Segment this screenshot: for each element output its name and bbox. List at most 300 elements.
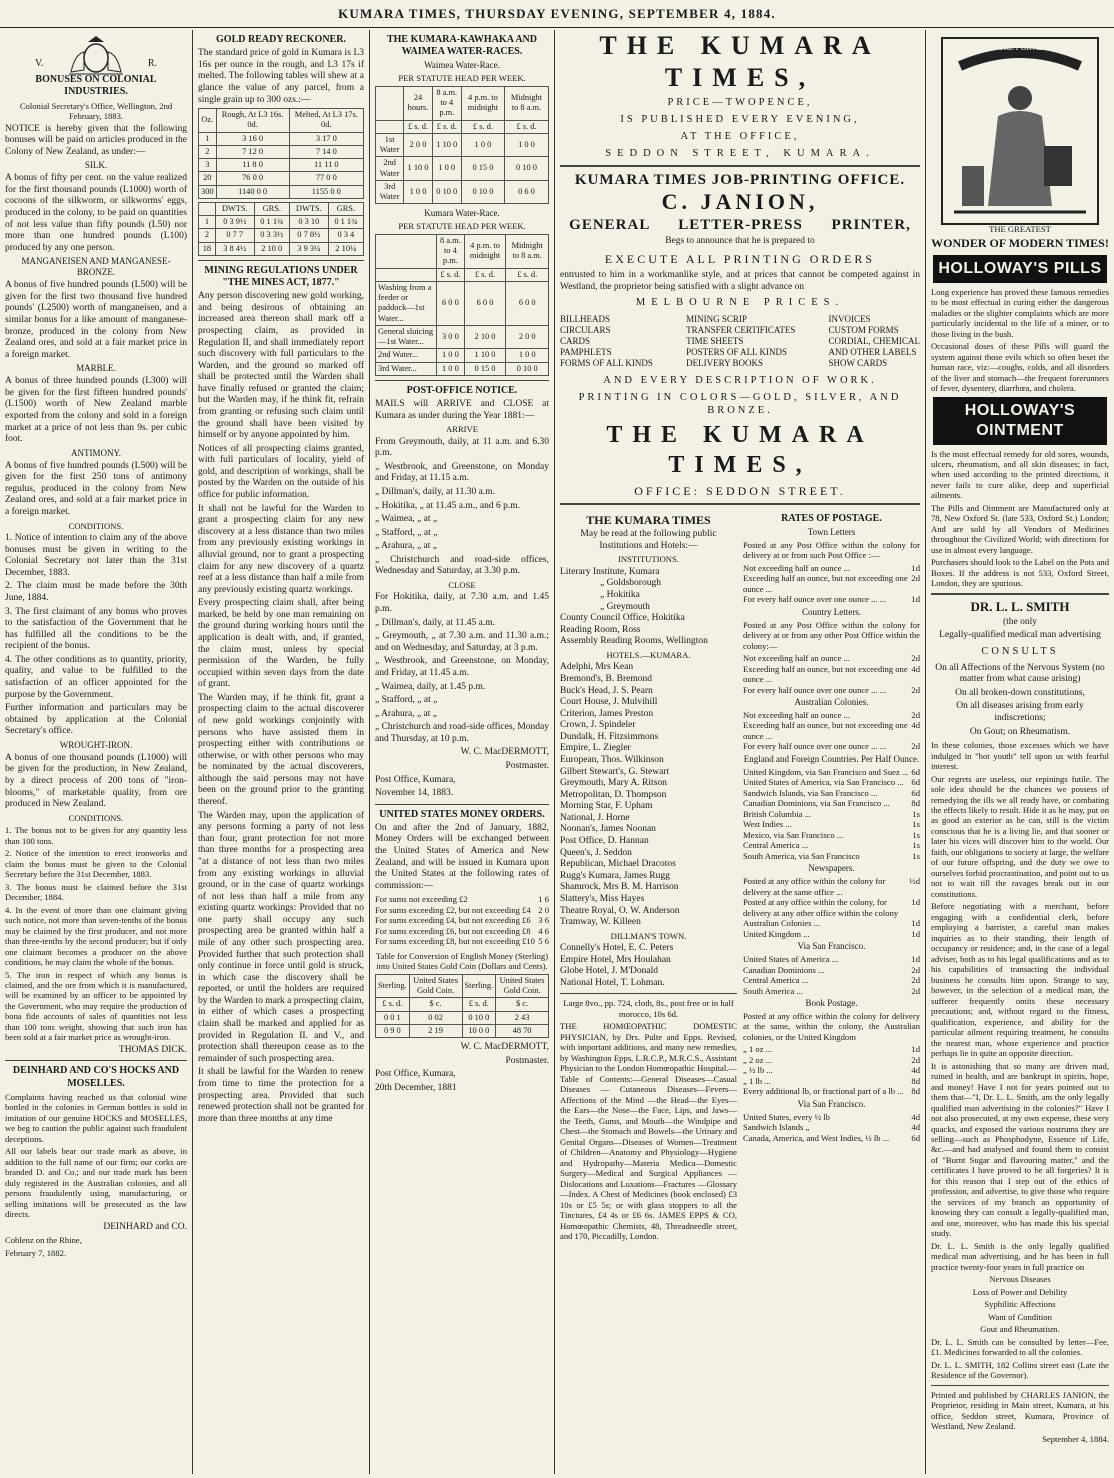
begs-line: Begs to announce that he is prepared to xyxy=(665,236,815,247)
kumara-race-title: Kumara Water-Race. xyxy=(424,208,500,219)
rate-row xyxy=(743,851,920,861)
close-item: „ Greymouth, „ at 7.30 a.m. and 11.30 a.m.; and on Wednesday, and Saturday, at 3 p.m. xyxy=(375,631,549,653)
rate-value: 6d xyxy=(911,1132,920,1143)
rate-label: „ ½ lb ... xyxy=(743,1065,773,1076)
newspapers-heading: Newspapers. xyxy=(808,863,855,874)
smith-fee: Dr. L. L. Smith can be consulted by letter—Fee, £1. Medicines forwarded to all the colonies. xyxy=(931,1336,1109,1358)
service-item: CIRCULARS xyxy=(560,325,611,336)
rates-heading: RATES OF POSTAGE. xyxy=(781,512,882,524)
list-item: Shamrock, Mrs B. M. Harrison xyxy=(560,882,679,893)
rate-label: Exceeding half an ounce, but not exceeding one ounce ... xyxy=(743,720,908,741)
rate-label: Exceeding half an ounce, but not exceeding one ounce ... xyxy=(743,663,908,685)
table-cell: 1 0 0 xyxy=(432,157,461,181)
rate-label: Not exceeding half an ounce ... xyxy=(743,653,850,664)
conversion-table xyxy=(375,974,549,1038)
conversion-heading: Table for Conversion of English Money (Sterling) into United States Gold Coin (Dollars and Cents). xyxy=(375,950,549,972)
condition-item: 2. The claim must be made before the 30th June, 1884. xyxy=(5,581,187,603)
table-cell: 2 0 0 xyxy=(506,325,549,349)
rate-value: 6d xyxy=(911,766,920,777)
list-item: Morning Star, F. Upham xyxy=(560,801,653,812)
rate-row xyxy=(743,777,920,787)
rate-value: 2d xyxy=(911,975,920,986)
table-cell: £ s. d. xyxy=(462,998,496,1011)
hotels-heading: HOTELS.—KUMARA. xyxy=(606,649,691,660)
waimea-table xyxy=(375,86,549,205)
smith-heading: DR. L. L. SMITH xyxy=(970,598,1070,614)
rate-value: 5 6 xyxy=(538,936,549,947)
table-cell: 18 xyxy=(199,242,216,255)
rate-row xyxy=(743,897,920,918)
list-item: Court House, J. Mulvihill xyxy=(560,697,658,708)
deinhard-heading: DEINHARD AND CO'S HOCKS AND MOSELLES. xyxy=(12,1065,180,1089)
table-cell: 0 6 0 xyxy=(504,180,548,204)
table-cell: 0 3 3½ xyxy=(254,229,289,242)
table-header xyxy=(199,202,216,215)
mining-heading: MINING REGULATIONS UNDER "THE MINES ACT, 1877." xyxy=(204,264,358,289)
table-header: GRS. xyxy=(254,202,289,215)
rate-label: United Kingdom, via San Francisco and Suez ... xyxy=(743,766,909,777)
mining-text: It shall be lawful for the Warden to renew from time to time the protection for a prospecting area. Provided that such renewed protection shall not be granted for more than three months at any time xyxy=(198,1067,364,1124)
table-row xyxy=(376,180,549,204)
table-cell: 0 02 xyxy=(409,1011,462,1024)
close-item: „ Arahura, „ at „ xyxy=(375,708,437,719)
reckoner-intro: The standard price of gold in Kumara is L3 16s per ounce in the rough, and L3 17s if melted. The following tables will shew at a glance the value of any parcel, from a single grain up to 300 ozs.:— xyxy=(198,48,364,105)
rate-row xyxy=(743,685,920,695)
rate-label: South America, via San Francisco xyxy=(743,850,860,861)
reckoner-table xyxy=(198,108,364,199)
arrive-item: „ Waimea, „ at „ xyxy=(375,514,438,525)
every-description: AND EVERY DESCRIPTION OF WORK. xyxy=(603,375,877,387)
table-cell: 11 8 0 xyxy=(216,159,289,172)
rate-label: Not exceeding half an ounce ... xyxy=(743,562,850,573)
san-francisco-heading: Via San Francisco. xyxy=(797,941,866,952)
rate-label: For sums exceeding £8, but not exceeding £10 xyxy=(375,936,535,947)
kumara-race-subtitle: PER STATUTE HEAD PER WEEK. xyxy=(398,221,526,232)
silk-heading: SILK. xyxy=(84,160,108,171)
arrive-item: „ Dillman's, daily, at 11.30 a.m. xyxy=(375,486,495,497)
rate-value: 6d xyxy=(911,787,920,798)
table-cell xyxy=(376,268,437,281)
table-cell: 0 1 1¾ xyxy=(328,216,363,229)
rate-value: 4d xyxy=(911,663,920,674)
arrive-item: „ Stafford, „ at „ xyxy=(375,527,438,538)
homeopathic-text: THE HOMŒOPATHIC DOMESTIC PHYSICIAN, by Drs. Pulte and Epps. Revised, with important additions, and many new remedies, by Washington Epps, L.R.C.P., M.R.C.S., Assistant Physician to the London Homœopathic Hospital.—Table of Contents:—General Diseases—Casual Diseases — Cutaneous Diseases—Fevers—Affections of the Mind —the Head—the Eyes—the Ears—the Nose—the Face, Lips, and Jaws—the Teeth, Gums, and Mouth—the Windpipe and Chest—the Stomach and Bowels—the Urinary and Genital Organs—Diseases of Women—Treatment of Children—Anatomy and Physiology—Hygiene and Hydropathy—Materia Medica—Domestic Surgery—Medical and Surgical Appliances —Dislocations and Luxations—Fractures —Glossary—Index. A Chest of Medicines (book enclosed) £3 10s or £5 5s; or with glass stoppers to all the Tinctures, £4 4s or £6 6s. JAMES EPPS & CO, Homœopathic Chemists, 48, Threadneedle street, and 170, Piccadilly, London. xyxy=(560,1021,737,1242)
close-item: „ Waimea, daily, at 1.45 p.m. xyxy=(375,681,486,692)
cure-banner: CURE FOR ALL xyxy=(992,43,1048,52)
rate-value: 8d xyxy=(911,798,920,809)
list-item: Slattery's, Miss Hayes xyxy=(560,893,645,904)
table-cell: 0 15 0 xyxy=(461,157,504,181)
rate-row xyxy=(743,710,920,720)
paper-title: THE KUMARA TIMES, xyxy=(599,31,881,92)
rate-value: 4d xyxy=(911,1111,920,1122)
rate-row xyxy=(743,767,920,777)
reading-list xyxy=(560,509,737,1244)
smith-paragraph: It is astonishing that so many are driven mad, ruined in health, and are bankrupt in spirits, hope, and money! Have I not for years pointed out to them that—"I, Dr. L. L. Smith, am the only legally qualified man advertising in the colonies?" Have I not also prosecuted, at my own expense, these very quacks, and exposed the various nostrums they are selling—such as Phosphodyne, Essence of Life, &c.—and had analysed and found them to consist of "Burnt Sugar and flavouring matter," and the certificates I have proved to be all forgeries? It is for this reason that I step out of the ethics of profession, and advertise, to give those who require the services of my branch an opportunity of knowing they can consult a legally-qualified man, and one, moreover, who has made this his special study. xyxy=(931,1060,1109,1239)
table-cell: 6 0 0 xyxy=(506,281,549,325)
table-cell: $ c. xyxy=(496,998,549,1011)
list-item: Post Office, D. Hannan xyxy=(560,836,649,847)
rate-value: 1 6 xyxy=(538,894,549,905)
table-row xyxy=(199,216,364,229)
silk-text: A bonus of fifty per cent. on the value realized for the first thousand pounds (L1000) worth of cocoons of the silkworm, or silkworms' eggs, produced in the colony, to be paid on quantities of not less value than fifty pounds (L50) nor more than one hundred pounds (L100) produced by any one person. xyxy=(5,173,187,253)
service-item: TRANSFER CERTIFICATES xyxy=(686,325,796,336)
table-cell: 1 0 0 xyxy=(461,133,504,157)
rate-label: Sandwich Islands „ xyxy=(743,1122,810,1133)
rate-label: Australian Colonies ... xyxy=(743,918,821,929)
smith-paragraph: Before negotiating with a merchant, before engaging with a confidential clerk, before employing a barrister, a careful man makes inquiries as to their standing, their length of occupancy or residence; and, in the case of a legal adviser, both as to his legal qualifications and as to his capabilities of transacting the individual business he consults him upon. Strange to say, however, in the selection of a medical man, the sufferer frequently omits these necessary precautions; and, without regard to the fitness, qualification, experience, and ability for the particular ailment requiring treatment, he consults the nearest man, whose experience and practice perhaps lie in quite an opposite direction. xyxy=(931,901,1109,1059)
rate-value: ½d xyxy=(909,876,920,887)
rate-row xyxy=(743,876,920,897)
postmaster-title: Postmaster. xyxy=(505,1055,549,1066)
rate-row xyxy=(743,653,920,663)
street-line: SEDDON STREET, KUMARA. xyxy=(605,147,875,159)
bonus-notice: NOTICE is hereby given that the following bonuses will be paid on articles produced in the Colony of New Zealand, as under:— xyxy=(5,123,187,157)
table-cell: £ s. d. xyxy=(461,120,504,133)
list-item: Criterion, James Preston xyxy=(560,708,654,719)
price-line: PRICE—TWOPENCE, xyxy=(667,97,813,109)
table-cell: 2 xyxy=(199,229,216,242)
table-row xyxy=(376,349,549,362)
condition-item: 3. The bonus must be claimed before the 31st December, 1884. xyxy=(5,881,187,903)
mining-text: Notices of all prospecting claims granted, with full particulars of locality, yield of gold, and description of workings, shall be posted by the Warden on the outside of his office for public information. xyxy=(198,443,364,501)
published-line: IS PUBLISHED EVERY EVENING, xyxy=(620,114,860,126)
post-office-place: Post Office, Kumara, xyxy=(375,1069,456,1080)
manganese-heading: MANGANEISEN AND MANGANESE-BRONZE. xyxy=(21,256,171,278)
pills-text: Long experience has proved these famous remedies to be most effectual in curing either the dangerous maladies or the slighter complaints which are more particularly incidental to the life of a miner, or to those living in the bush. xyxy=(931,286,1109,339)
smith-legal: Legally-qualified medical man advertising xyxy=(939,630,1101,641)
rate-label: United Kingdom ... xyxy=(743,928,810,939)
table-cell: 2 19 xyxy=(409,1024,462,1037)
table-row xyxy=(376,998,549,1011)
table-cell: 3 0 0 xyxy=(437,325,465,349)
table-header: 4 p.m. to midnight xyxy=(464,234,506,268)
table-cell: 1 10 0 xyxy=(432,133,461,157)
marble-heading: MARBLE. xyxy=(76,363,116,374)
condition-item: 4. The other conditions as to quantity, priority, quality, and value to be fulfilled to the satisfaction of an officer appointed for the purpose by the Government. xyxy=(5,654,187,700)
list-item: Connelly's Hotel, E. C. Peters xyxy=(560,943,674,954)
rate-row xyxy=(743,1112,920,1122)
arrive-item: From Greymouth, daily, at 11 a.m. and 6.30 p.m. xyxy=(375,436,549,459)
deinhard-place: Coblenz on the Rhine, xyxy=(5,1235,82,1246)
rate-label: For every half ounce over one ounce ... ... xyxy=(743,741,887,752)
rate-row xyxy=(743,975,920,985)
smith-line: On all broken-down constitutions, xyxy=(955,687,1085,698)
table-cell: 2 10 0 xyxy=(464,325,506,349)
rate-row xyxy=(743,819,920,829)
rate-value: 8d xyxy=(911,1075,920,1086)
rate-label: Posted at any office within the colony, for delivery at any other office within the colony xyxy=(743,897,899,918)
smith-line: On Gout; on Rheumatism. xyxy=(969,726,1071,737)
rate-label: For sums exceeding £4, but not exceeding £6 xyxy=(375,915,531,926)
service-item: SHOW CARDS xyxy=(828,358,888,369)
table-cell: 1 xyxy=(199,132,217,145)
table-row xyxy=(376,133,549,157)
table-header xyxy=(376,86,404,120)
holloways-ointment-banner: HOLLOWAY'S OINTMENT xyxy=(933,397,1107,444)
smith-line: On all Affections of the Nervous System (no matter from what cause arising) xyxy=(935,662,1105,685)
smith-address: Dr. L. L. SMITH, 182 Collins street east (Late the Residence of the Governor). xyxy=(931,1359,1109,1381)
rate-value: 2d xyxy=(911,1054,920,1065)
rate-label: Central America ... xyxy=(743,975,809,986)
rate-value: 3 6 xyxy=(538,915,549,926)
table-header: 24 hours. xyxy=(404,86,432,120)
table-header: Sterling. xyxy=(462,974,496,998)
close-item: „ Westbrook, and Greenstone, on Monday, and Friday, at 11.45 a.m. xyxy=(375,656,549,678)
rate-label: For sums exceeding £6, but not exceeding £8 xyxy=(375,925,531,936)
institutions-heading: INSTITUTIONS. xyxy=(618,554,679,565)
list-item: Dundalk, H. Fitzsimmons xyxy=(560,731,659,742)
column-4 xyxy=(555,30,925,1474)
close-item: For Hokitika, daily, at 7.30 a.m. and 1.45 p.m. xyxy=(375,592,549,615)
rate-value: 4d xyxy=(911,720,920,731)
crest-left-letter: V. xyxy=(35,58,44,69)
wrought-iron-heading: WROUGHT-IRON. xyxy=(59,739,133,750)
list-item: Republican, Michael Dracotos xyxy=(560,859,676,870)
table-row xyxy=(376,281,549,325)
table-row xyxy=(199,185,364,198)
rate-value: 1d xyxy=(911,928,920,939)
table-cell: 0 9 0 xyxy=(376,1024,410,1037)
at-office-line: AT THE OFFICE, xyxy=(680,131,800,143)
deinhard-text: Complaints having reached us that colonial wine bottled in the colonies in German bottles is sold in imitation of our genuine HOCKS and MOSELLES, we beg to caution the public against such fraudulent deceptions. xyxy=(5,1091,187,1144)
printing-colors: PRINTING IN COLORS—GOLD, SILVER, AND BRONZE. xyxy=(578,391,902,416)
dillmans-heading: DILLMAN'S TOWN. xyxy=(610,930,687,941)
service-item: POSTERS OF ALL KINDS xyxy=(686,347,788,358)
table-header: Sterling. xyxy=(376,974,410,998)
table-row xyxy=(199,145,364,158)
rate-label: United States of America ... xyxy=(743,954,839,965)
list-item: National, J. Horne xyxy=(560,812,630,823)
condition-item: 3. The first claimant of any bonus who proves to the satisfaction of the Government that he has fulfilled all the conditions to be the recipient of the bonus. xyxy=(5,606,187,652)
table-cell: 0 7 7 xyxy=(215,229,254,242)
rate-value: 4 6 xyxy=(538,925,549,936)
list-item: Empire Hotel, Mrs Houlahan xyxy=(560,954,671,965)
wrought-iron-text: A bonus of one thousand pounds (L1000) will be given for the production, in New Zealand, by a direct process of 200 tons of "iron-blooms," of marketable quality, from ore produced in New Zealand. xyxy=(5,752,187,810)
marble-text: A bonus of three hundred pounds (L300) will be given for the first fifteen hundred pounds' (L1500) worth of New Zealand marble exported from the colony and sold in a foreign market at a price of not less than 9s. per cubic foot. xyxy=(5,376,187,445)
service-item: CORDIAL, CHEMICAL xyxy=(828,336,920,347)
ointment-text: Purchasers should look to the Label on the Pots and Boxes. If the address is not 533, Oxford Street, London, they are spurious. xyxy=(931,557,1109,589)
water-races-heading: THE KUMARA-KAWHAKA AND WAIMEA WATER-RACES. xyxy=(386,34,537,58)
table-cell: 3 16 0 xyxy=(216,132,289,145)
smith-list-item: Loss of Power and Debility xyxy=(972,1286,1068,1297)
table-row xyxy=(199,229,364,242)
list-item: Assembly Reading Rooms, Wellington xyxy=(560,636,708,647)
table-cell: 0 10 0 xyxy=(504,157,548,181)
column-2 xyxy=(193,30,369,1474)
rate-row xyxy=(743,954,920,964)
mining-text: Every prospecting claim shall, after being marked, be held by one man remaining on the ground during working hours until the application is dealt with, and, if granted, the claim must, unless by special permission of the Warden, be fully occupied within seven days from the date of grant. xyxy=(198,598,364,690)
waimea-subtitle: PER STATUTE HEAD PER WEEK. xyxy=(398,73,526,84)
rate-label: Every additional lb, or fractional part of a lb ... xyxy=(743,1086,904,1097)
table-cell: 11 11 0 xyxy=(289,159,363,172)
table-cell: 3 9 3¼ xyxy=(289,242,328,255)
table-cell: 3rd Water xyxy=(376,180,404,204)
via-san-francisco-heading: Via San Francisco. xyxy=(797,1098,866,1109)
rate-label: Posted at any office within the colony for delivery at the same office ... xyxy=(743,876,886,897)
table-row xyxy=(376,325,549,349)
rate-row xyxy=(743,1044,920,1054)
list-item: Noonan's, James Noonan xyxy=(560,824,656,835)
rate-row xyxy=(743,830,920,840)
rate-label: Canada, America, and West Indies, ½ lb ... xyxy=(743,1132,890,1143)
rate-row xyxy=(743,1133,920,1143)
rate-value: 4d xyxy=(911,1122,920,1133)
list-item: „ Goldsborough xyxy=(600,578,661,589)
antimony-heading: ANTIMONY. xyxy=(70,447,122,458)
rate-value: 1d xyxy=(911,954,920,965)
service-item: AND OTHER LABELS xyxy=(828,347,917,358)
table-cell: 20 xyxy=(199,172,217,185)
table-cell: 7 14 0 xyxy=(289,145,363,158)
condition-item: 4. In the event of more than one claimant giving such notice, not more than seven-tenths of the bonus may be claimed by the first producer, and not more than three-tenths by the second producer; but if only one claimant becomes a producer on the above conditions, he may claim the whole of the bonus. xyxy=(5,904,187,968)
column-1 xyxy=(0,30,192,1474)
rate-row xyxy=(743,594,920,604)
table-header: United States Gold Coin. xyxy=(496,974,549,998)
printer-name: C. JANION, xyxy=(661,188,819,214)
table-row xyxy=(199,242,364,255)
read-intro: May be read at the following public Institutions and Hotels:— xyxy=(580,529,717,551)
signature: THOMAS DICK. xyxy=(118,1044,187,1055)
table-header: 8 a.m. to 4 p.m. xyxy=(437,234,465,268)
country-intro: Posted at any Post Office within the colony for delivery at or from any other Post Office within the colony:— xyxy=(743,619,920,651)
list-item: Greymouth, Mary A. Ritson xyxy=(560,778,667,789)
table-cell: £ s. d. xyxy=(432,120,461,133)
rate-label: „ 2 oz ... xyxy=(743,1054,773,1065)
rate-row xyxy=(743,573,920,594)
rate-value: 8d xyxy=(911,1086,920,1097)
homeopathic-intro: Large 8vo., pp. 724, cloth, 8s., post free or in half morocco, 10s 6d. xyxy=(563,998,734,1019)
table-cell: 0 10 0 xyxy=(462,1011,496,1024)
table-row xyxy=(376,362,549,375)
list-item: „ Greymouth xyxy=(600,601,650,612)
table-cell: 2nd Water... xyxy=(376,349,437,362)
rate-value: 1s xyxy=(912,819,920,830)
dateline: Colonial Secretary's Office, Wellington, 2nd February, 1883. xyxy=(19,100,173,122)
smith-list-item: Want of Condition xyxy=(988,1311,1052,1322)
conditions-heading: CONDITIONS. xyxy=(68,520,124,531)
table-cell: £ s. d. xyxy=(404,120,432,133)
table-cell: 300 xyxy=(199,185,217,198)
table-cell: £ s. d. xyxy=(376,998,410,1011)
smith-list-item: Syphilitic Affections xyxy=(984,1299,1056,1310)
smith-list-item: Nervous Diseases xyxy=(989,1274,1051,1285)
service-item: MINING SCRIP xyxy=(686,314,747,325)
book-postage-heading: Book Postage. xyxy=(805,998,858,1009)
rate-value: 6d xyxy=(911,777,920,788)
table-cell: 1 0 0 xyxy=(437,349,465,362)
table-cell: 0 3 9½ xyxy=(215,216,254,229)
postmaster-name: W. C. MacDERMOTT, xyxy=(460,747,549,758)
list-item: Bremond's, B. Bremond xyxy=(560,673,652,684)
rate-value: 1s xyxy=(912,850,920,861)
execute-line: EXECUTE ALL PRINTING ORDERS xyxy=(604,251,876,266)
table-cell: 76 0 0 xyxy=(216,172,289,185)
read-heading: THE KUMARA TIMES xyxy=(586,512,711,527)
melbourne-prices: MELBOURNE PRICES. xyxy=(635,297,845,309)
printer-title: GENERAL LETTER-PRESS PRINTER, xyxy=(569,216,911,233)
royal-crest-icon xyxy=(61,34,131,78)
rate-row xyxy=(743,965,920,975)
rate-value: 1s xyxy=(912,840,920,851)
rate-value: 2d xyxy=(911,964,920,975)
rate-value: 2d xyxy=(911,684,920,695)
service-item: FORMS OF ALL KINDS xyxy=(560,358,653,369)
table-cell: 3 8 4½ xyxy=(215,242,254,255)
rate-row xyxy=(375,936,549,946)
entrusted-text: entrusted to him in a workmanlike style, and at prices that cannot be competed against in Westland, the proprietor being satisfied with a slight advance on xyxy=(560,270,920,292)
table-cell: 48 70 xyxy=(496,1024,549,1037)
rate-row xyxy=(375,926,549,936)
arrive-item: „ Christchurch and road-side offices, Wednesday and Saturday, at 3.30 p.m. xyxy=(375,554,549,577)
rate-row xyxy=(743,720,920,741)
rate-value: 2d xyxy=(911,985,920,996)
list-item: Crown, J. Spindeler xyxy=(560,720,636,731)
deinhard-date: February 7, 1882. xyxy=(5,1247,67,1258)
rate-label: For sums exceeding £2, but not exceeding £4 xyxy=(375,904,531,915)
table-cell: 7 12 0 xyxy=(216,145,289,158)
printing-services xyxy=(560,314,920,369)
column-3 xyxy=(370,30,554,1474)
rate-row xyxy=(743,798,920,808)
service-item: DELIVERY BOOKS xyxy=(686,358,764,369)
table-cell: 0 3 10 xyxy=(289,216,328,229)
rate-row xyxy=(743,929,920,939)
deinhard-signature: DEINHARD and CO. xyxy=(103,1221,187,1232)
smith-list-item: Gout and Rheumatism. xyxy=(980,1324,1060,1335)
rate-row xyxy=(743,986,920,996)
condition-item: 1. Notice of intention to claim any of the above bonuses must be given in writing to the Colonial Secretary not later than the 31st December, 1883. xyxy=(5,533,187,578)
antimony-text: A bonus of five hundred pounds (L500) will be given for the first 250 tons of antimony regulus, produced in the colony from New Zealand ores, and sold at a fair market price in a foreign market. xyxy=(5,460,187,517)
list-item: Empire, L. Ziegler xyxy=(560,743,631,754)
table-cell: General sluicing—1st Water... xyxy=(376,325,437,349)
table-cell: 6 0 0 xyxy=(464,281,506,325)
table-cell: 2nd Water xyxy=(376,157,404,181)
ointment-text: The Pills and Ointment are Manufactured only at 78, New Oxford St. (late 533, Oxford St.) London; And are sold by all Vendors of Medicines throughout the Civilized World; with directions for use in almost every language. xyxy=(931,502,1109,555)
smith-paragraph: Our regrets are useless, our repinings futile. The sole idea should be the chances we possess of remedying the ills we all ready have, or combating the effects likely to result. Hide it as he may, put on as good an exterior as he can, still is the victim conscious that he is a living lie, and that sooner or later his vices will discover him to the world. Our faith, our obligations to society at large, the welfare of our future offspring, and the duty we owe to ourselves forbid procrastination, and point out to us not to wait till the ravages break out in our constitutions. xyxy=(931,773,1109,899)
rate-label: South America ... xyxy=(743,985,803,996)
table-cell: 0 0 1 xyxy=(376,1011,410,1024)
table-cell: 3 xyxy=(199,159,217,172)
rate-row xyxy=(743,840,920,850)
rate-label: Central America ... xyxy=(743,840,809,851)
table-header: 8 a.m. to 4 p.m. xyxy=(432,86,461,120)
arrive-item: „ Hokitika, „ at 11.45 a.m., and 6 p.m. xyxy=(375,500,521,511)
book-intro: Posted at any office within the colony for delivery at the same, within the colony, the Australian colonies, or the United Kingdom xyxy=(743,1011,920,1042)
rate-row xyxy=(743,1076,920,1086)
list-item: Rugg's Kumara, James Rugg xyxy=(560,870,670,881)
rate-label: For every half ounce over one ounce ... ... xyxy=(743,684,887,695)
mining-text: The Warden may, upon the application of any persons forming a party of not less than four, grant protection for not more than three months for a prospecting area "at a distance of not less than two miles from any existing workings in alluvial ground, or in the case of quartz workings of not less than half a mile from any existing quartz workings: Provided that no one party shall occupy any such prospecting area be granted within half a mile of any other such prospecting area. Provided further that such protection shall only continue in force until gold is struck, in which case the discovery shall be reported, or until the holders are required by the Warden to mark a prospecting claim, in either of which cases a prospecting claim shall be marked and applied for as provided in Regulation II. and V., and protection shall thereupon cease as to the remainder of such prospecting area. xyxy=(198,810,364,1064)
condition-item: 5. The iron in respect of which any bonus is claimed, and the ore from which it is manufactured, will be examined by an officer to be appointed by the Government, who may require the production of bona fide accounts of sales of quantities not less than 100 tons weight, showing that such iron has been sold at a fair market price as wrought-iron. xyxy=(5,969,187,1043)
post-office-date: 20th December, 1881 xyxy=(375,1082,457,1093)
bonuses-title: BONUSES ON COLONIAL INDUSTRIES. xyxy=(35,74,157,98)
table-cell: 2 xyxy=(199,145,217,158)
arrive-heading: ARRIVE xyxy=(446,424,478,435)
table-header: Melted, At L3 17s. 0d. xyxy=(289,109,363,133)
table-cell: 1 10 0 xyxy=(404,157,432,181)
table-header: DWTS. xyxy=(289,202,328,215)
arrive-item: „ Westbrook, and Greenstone, on Monday and Friday, at 11.15 a.m. xyxy=(375,461,549,484)
post-office-heading: POST-OFFICE NOTICE. xyxy=(406,384,518,396)
town-intro: Posted at any Post Office within the colony for delivery at or from such Post Office :— xyxy=(743,539,920,561)
rate-label: British Columbia ... xyxy=(743,808,812,819)
table-row xyxy=(376,157,549,181)
table-cell: 1 10 0 xyxy=(464,349,506,362)
list-item: Theatre Royal, O. W. Anderson xyxy=(560,905,680,916)
crest-right-letter: R. xyxy=(147,58,157,69)
table-cell: 1 0 0 xyxy=(437,362,465,375)
